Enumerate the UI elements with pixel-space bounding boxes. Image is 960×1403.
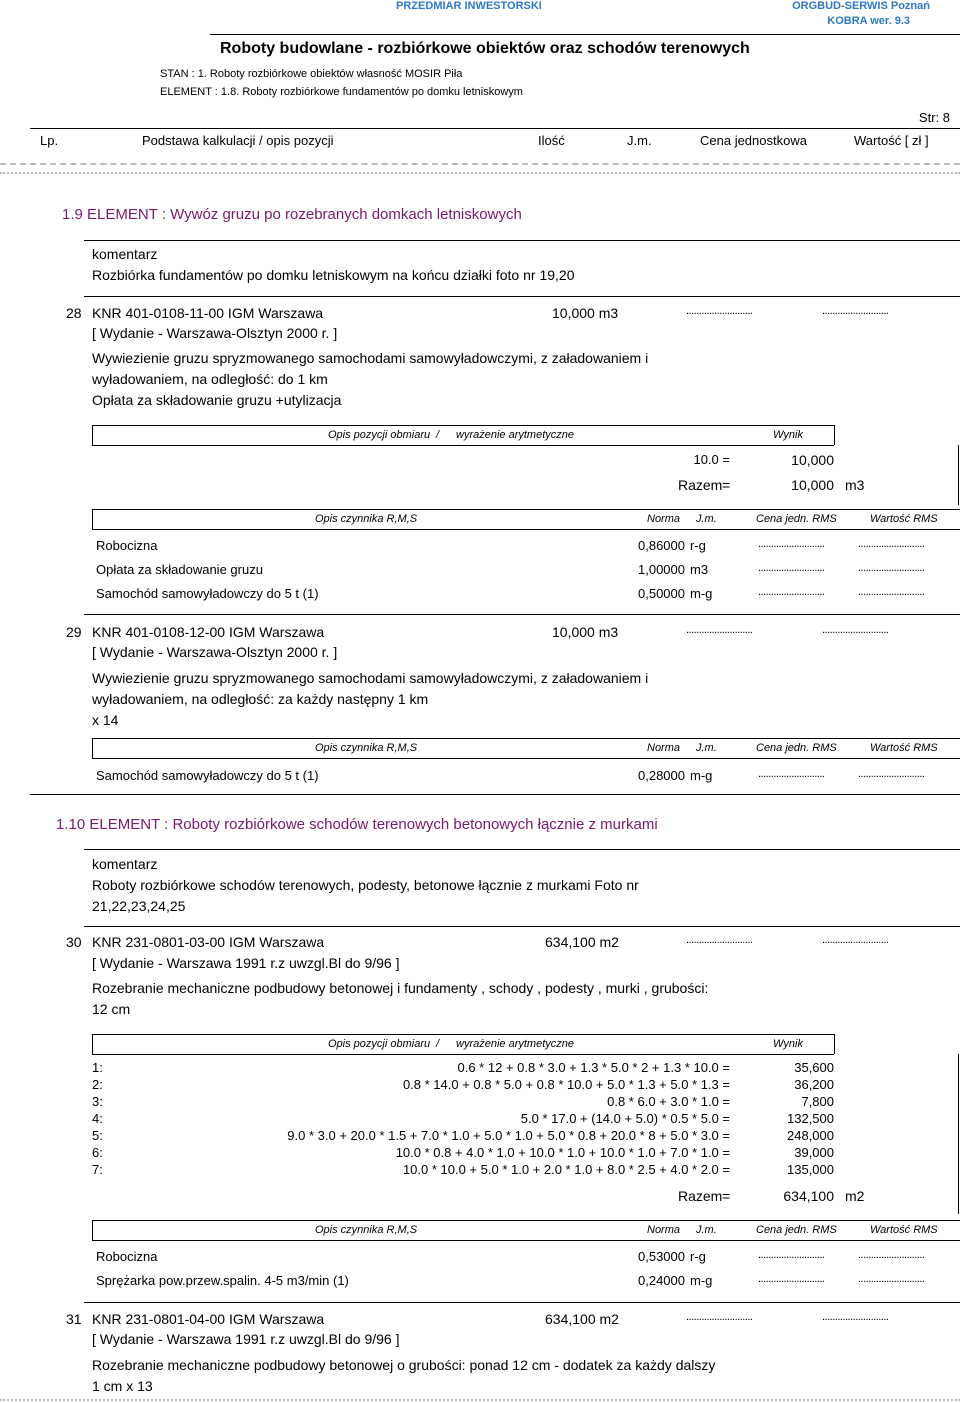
stan-line: STAN : 1. Roboty rozbiórkowe obiektów własność MOSIR Piła [160,68,463,80]
measure-result: 7,800 [801,1094,834,1109]
rms-price-placeholder: .......................... [758,1249,825,1261]
measure-expr-label: wyrażenie arytmetyczne [456,429,574,441]
position-desc: Rozebranie mechaniczne podbudowy betonowej o grubości: ponad 12 cm - dodatek za każdy dalszy [92,1357,716,1373]
measure-expression: 0.8 * 6.0 + 3.0 * 1.0 = [607,1094,730,1109]
rms-name: Samochód samowyładowczy do 5 t (1) [96,768,319,783]
rule [84,240,960,241]
rms-header-bottom [92,529,960,530]
position-edition: [ Wydanie - Warszawa-Olsztyn 2000 r. ] [92,325,338,341]
program-version: KOBRA wer. 9.3 [827,15,910,27]
comment-text: Roboty rozbiórkowe schodów terenowych, podesty, betonowe łącznie z murkami Foto nr [92,877,639,893]
rms-norm: 0,86000 [638,538,685,553]
cena-label: Cena jedn. RMS [756,513,837,525]
rule [92,1034,93,1054]
measure-line-number: 6: [92,1145,103,1160]
measure-expression: 9.0 * 3.0 + 20.0 * 1.5 + 7.0 * 1.0 + 5.0 * 1.0 + 5.0 * 0.8 + 20.0 * 8 + 5.0 * 3.0 = [287,1128,730,1143]
measure-expression: 5.0 * 17.0 + (14.0 + 5.0) * 0.5 * 5.0 = [520,1111,730,1126]
rms-name: Samochód samowyładowczy do 5 t (1) [96,586,319,601]
rms-norm: 0,53000 [638,1249,685,1264]
dashed-separator [0,1399,960,1401]
measure-line-number: 7: [92,1162,103,1177]
measure-desc-label: Opis pozycji obmiaru [328,429,431,441]
rms-unit: m-g [690,1273,713,1288]
measure-result: 36,200 [794,1077,834,1092]
measure-result: 10,000 [791,452,834,468]
rms-header-bottom [92,1240,960,1241]
measure-result: 132,500 [787,1111,834,1126]
page-number: Str: 8 [918,110,950,125]
slash-label: / [436,1038,440,1050]
rms-norm: 1,00000 [638,562,685,577]
value-placeholder: .......................... [822,624,889,636]
measure-result: 39,000 [794,1145,834,1160]
rule [958,1054,959,1214]
jm-label: J.m. [696,1224,717,1236]
measure-desc-label: Opis pozycji obmiaru [328,1038,431,1050]
position-quantity: 10,000 m3 [552,305,619,321]
section-title: 1.9 ELEMENT : Wywóz gruzu po rozebranych domkach letniskowych [62,206,522,223]
rms-desc-label: Opis czynnika R,M,S [315,1224,418,1236]
norma-label: Norma [647,513,681,525]
position-desc: wyładowaniem, na odległość: do 1 km [92,371,328,387]
norma-label: Norma [647,1224,681,1236]
rms-unit: m-g [690,768,713,783]
rms-desc-label: Opis czynnika R,M,S [315,513,418,525]
doc-type: PRZEDMIAR INWESTORSKI [396,0,542,12]
position-code: KNR 231-0801-04-00 IGM Warszawa [92,1311,325,1327]
position-number: 28 [66,305,82,321]
position-desc: 1 cm x 13 [92,1378,153,1394]
rms-value-placeholder: .......................... [858,1273,925,1285]
measure-line-number: 1: [92,1060,103,1075]
rule [958,445,959,505]
rule [84,926,960,927]
value-placeholder: .......................... [822,934,889,946]
rms-unit: r-g [690,538,706,553]
position-desc: x 14 [92,712,119,728]
measure-header-top [92,425,834,426]
position-edition: [ Wydanie - Warszawa 1991 r.z uwzgl.Bl do 9/96 ] [92,955,400,971]
measure-expr-label: wyrażenie arytmetyczne [456,1038,574,1050]
price-placeholder: .......................... [686,305,753,317]
element-line: ELEMENT : 1.8. Roboty rozbiórkowe fundamentów po domku letniskowym [160,86,523,98]
cena-label: Cena jedn. RMS [756,1224,837,1236]
position-code: KNR 231-0801-03-00 IGM Warszawa [92,934,325,950]
rms-unit: m3 [690,562,709,577]
position-code: KNR 401-0108-12-00 IGM Warszawa [92,624,325,640]
rule [92,509,93,529]
rms-norm: 0,28000 [638,768,685,783]
measure-expression: 0.6 * 12 + 0.8 * 3.0 + 1.3 * 5.0 * 2 + 1.3 * 10.0 = [457,1060,730,1075]
measure-expression: 10.0 = [693,452,730,467]
slash-label: / [436,429,440,441]
comment-text: 21,22,23,24,25 [92,898,186,914]
measure-header-bottom [92,1054,834,1055]
col-qty: Ilość [538,133,565,148]
position-number: 31 [66,1311,82,1327]
rms-unit: r-g [690,1249,706,1264]
position-desc: Wywiezienie gruzu spryzmowanego samochodami samowyładowczymi, z załadowaniem i [92,670,649,686]
measure-result: 135,000 [787,1162,834,1177]
measure-line-number: 5: [92,1128,103,1143]
measure-header-bottom [92,445,834,446]
price-placeholder: .......................... [686,624,753,636]
value-placeholder: .......................... [822,1311,889,1323]
col-price: Cena jednostkowa [700,133,807,148]
price-placeholder: .......................... [686,934,753,946]
rms-value-placeholder: .......................... [858,1249,925,1261]
rms-price-placeholder: .......................... [758,768,825,780]
rule [92,738,93,758]
page-title: Roboty budowlane - rozbiórkowe obiektów oraz schodów terenowych [220,40,750,57]
col-lp: Lp. [40,133,59,148]
total-eq: = [722,1188,731,1204]
header-rule [210,34,960,35]
position-quantity: 634,100 m2 [545,934,619,950]
measure-line-number: 3: [92,1094,103,1109]
position-number: 29 [66,624,82,640]
position-desc: Wywiezienie gruzu spryzmowanego samochodami samowyładowczymi, z załadowaniem i [92,350,649,366]
position-edition: [ Wydanie - Warszawa 1991 r.z uwzgl.Bl do 9/96 ] [92,1331,400,1347]
jm-label: J.m. [696,513,717,525]
dashed-separator [0,163,960,165]
price-placeholder: .......................... [686,1311,753,1323]
rms-value-placeholder: .......................... [858,562,925,574]
position-desc: Opłata za składowanie gruzu +utylizacja [92,392,342,408]
rms-value-placeholder: .......................... [858,768,925,780]
total-label: Razem [678,1188,723,1204]
total-value: 634,100 [783,1188,834,1204]
total-value: 10,000 [791,477,834,493]
rms-price-placeholder: .......................... [758,586,825,598]
wynik-label: Wynik [773,1038,803,1050]
rms-header-top [92,509,960,510]
rule [834,1034,835,1054]
rms-value-placeholder: .......................... [858,538,925,550]
total-label: Razem [678,477,723,493]
comment-label: komentarz [92,246,158,262]
measure-result: 35,600 [794,1060,834,1075]
rms-name: Robocizna [96,538,158,553]
col-value: Wartość [ zł ] [854,133,929,148]
total-unit: m2 [845,1188,865,1204]
columns-top-rule [30,128,960,129]
rms-name: Robocizna [96,1249,158,1264]
rms-price-placeholder: .......................... [758,562,825,574]
position-code: KNR 401-0108-11-00 IGM Warszawa [92,305,324,321]
dashed-separator [0,172,960,174]
norma-label: Norma [647,742,681,754]
position-desc: wyładowaniem, na odległość: za każdy następny 1 km [92,691,429,707]
comment-label: komentarz [92,856,158,872]
rms-price-placeholder: .......................... [758,538,825,550]
measure-expression: 10.0 * 0.8 + 4.0 * 1.0 + 10.0 * 1.0 + 10.0 * 1.0 + 7.0 * 1.0 = [395,1145,730,1160]
rms-header-bottom [92,758,960,759]
position-desc: 12 cm [92,1001,131,1017]
total-eq: = [722,477,731,493]
measure-expression: 10.0 * 10.0 + 5.0 * 1.0 + 2.0 * 1.0 + 8.0 * 2.5 + 4.0 * 2.0 = [402,1162,730,1177]
measure-line-number: 2: [92,1077,103,1092]
comment-text: Rozbiórka fundamentów po domku letniskowym na końcu działki foto nr 19,20 [92,267,575,283]
wartosc-label: Wartość RMS [870,742,938,754]
position-edition: [ Wydanie - Warszawa-Olsztyn 2000 r. ] [92,644,338,660]
rms-value-placeholder: .......................... [858,586,925,598]
rms-norm: 0,24000 [638,1273,685,1288]
rule [84,1302,960,1303]
rms-price-placeholder: .......................... [758,1273,825,1285]
rms-unit: m-g [690,586,713,601]
rule [84,296,960,297]
rule [92,425,93,445]
cena-label: Cena jedn. RMS [756,742,837,754]
rms-name: Sprężarka pow.przew.spalin. 4-5 m3/min (1) [96,1273,349,1288]
measure-result: 248,000 [787,1128,834,1143]
measure-expression: 0.8 * 14.0 + 0.8 * 5.0 + 0.8 * 10.0 + 5.0 * 1.3 + 5.0 * 1.3 = [402,1077,730,1092]
measure-line-number: 4: [92,1111,103,1126]
value-placeholder: .......................... [822,305,889,317]
rms-header-top [92,738,960,739]
rms-desc-label: Opis czynnika R,M,S [315,742,418,754]
wartosc-label: Wartość RMS [870,1224,938,1236]
position-quantity: 10,000 m3 [552,624,619,640]
position-desc: Rozebranie mechaniczne podbudowy betonowej i fundamenty , schody , podesty , murki , grubości: [92,980,709,996]
rule [92,1220,93,1240]
col-basis: Podstawa kalkulacji / opis pozycji [142,133,334,148]
position-number: 30 [66,934,82,950]
section-title: 1.10 ELEMENT : Roboty rozbiórkowe schodów terenowych betonowych łącznie z murkami [56,816,658,833]
rms-header-top [92,1220,960,1221]
wynik-label: Wynik [773,429,803,441]
rule [84,849,960,850]
company-name: ORGBUD-SERWIS Poznań [792,0,930,12]
rms-name: Opłata za składowanie gruzu [96,562,263,577]
col-unit: J.m. [627,133,652,148]
wartosc-label: Wartość RMS [870,513,938,525]
rule [834,425,835,445]
rule [30,794,960,795]
total-unit: m3 [845,477,865,493]
jm-label: J.m. [696,742,717,754]
measure-header-top [92,1034,834,1035]
rule [84,614,960,615]
rms-norm: 0,50000 [638,586,685,601]
position-quantity: 634,100 m2 [545,1311,619,1327]
